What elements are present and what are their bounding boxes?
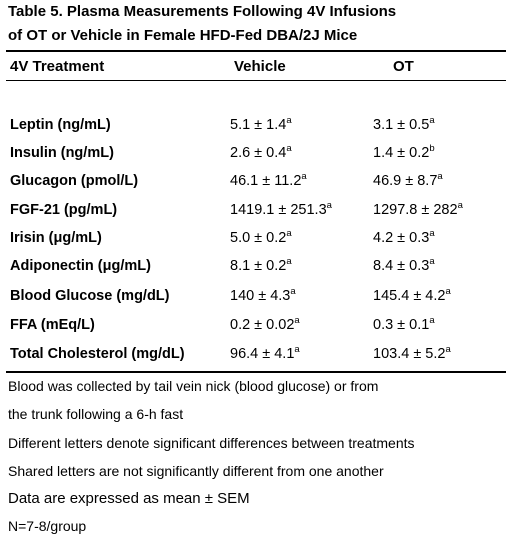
header-treatment: 4V Treatment — [10, 58, 105, 75]
table-row — [0, 256, 520, 278]
ot-value: 1.4 ± 0.2$^b$ — [373, 143, 435, 161]
ot-superscript: a — [445, 344, 451, 355]
vehicle-value: 8.1 ± 0.2$^a$ — [230, 256, 292, 274]
vehicle-value: 2.6 ± 0.4$^a$ — [230, 143, 292, 161]
row-label: Insulin (ng/mL) — [10, 145, 114, 161]
vehicle-value: 46.1 ± 11.2$^a$ — [230, 171, 307, 189]
vehicle-superscript: a — [326, 200, 332, 211]
table-row — [0, 171, 520, 193]
vehicle-superscript: a — [286, 143, 292, 154]
ot-superscript: b — [429, 143, 435, 154]
footnote: Different letters denote significant differences between treatments — [8, 435, 415, 451]
title-line-2: of OT or Vehicle in Female HFD-Fed DBA/2J Mice — [8, 27, 358, 44]
row-label: FGF-21 (pg/mL) — [10, 202, 118, 218]
footnote: Blood was collected by tail vein nick (blood glucose) or from — [8, 378, 379, 394]
vehicle-value: 5.0 ± 0.2$^a$ — [230, 228, 292, 246]
bottom-rule — [6, 371, 506, 373]
vehicle-value: 5.1 ± 1.4$^a$ — [230, 115, 292, 133]
ot-superscript: a — [429, 256, 435, 267]
ot-value: 46.9 ± 8.7$^a$ — [373, 171, 443, 189]
ot-value: 0.3 ± 0.1$^a$ — [373, 315, 435, 333]
footnote: the trunk following a 6-h fast — [8, 406, 184, 422]
ot-value: 103.4 ± 5.2$^a$ — [373, 344, 451, 362]
table-row — [0, 344, 520, 366]
row-label: Total Cholesterol (mg/dL) — [10, 346, 185, 362]
table-row — [0, 200, 520, 222]
footnote: Data are expressed as mean ± SEM — [8, 490, 250, 507]
vehicle-superscript: a — [286, 256, 292, 267]
ot-superscript: a — [445, 286, 451, 297]
top-rule — [6, 50, 506, 52]
title-line-1: Table 5. Plasma Measurements Following 4V Infusions — [8, 3, 397, 20]
ot-value: 3.1 ± 0.5$^a$ — [373, 115, 435, 133]
vehicle-superscript: a — [290, 286, 296, 297]
ot-superscript: a — [457, 200, 463, 211]
vehicle-value: 96.4 ± 4.1$^a$ — [230, 344, 300, 362]
vehicle-value: 1419.1 ± 251.3$^a$ — [230, 200, 332, 218]
ot-superscript: a — [429, 228, 435, 239]
table-row — [0, 286, 520, 308]
table-row — [0, 115, 520, 137]
footnote: N=7-8/group — [8, 518, 87, 534]
header-rule — [6, 80, 506, 81]
ot-value: 8.4 ± 0.3$^a$ — [373, 256, 435, 274]
header-ot: OT — [393, 58, 414, 75]
row-label: Leptin (ng/mL) — [10, 117, 111, 133]
row-label: FFA (mEq/L) — [10, 317, 95, 333]
ot-value: 4.2 ± 0.3$^a$ — [373, 228, 435, 246]
footnote: Shared letters are not significantly different from one another — [8, 463, 384, 479]
row-label: Blood Glucose (mg/dL) — [10, 288, 170, 304]
vehicle-superscript: a — [286, 115, 292, 126]
ot-superscript: a — [429, 115, 435, 126]
ot-superscript: a — [437, 171, 443, 182]
vehicle-value: 140 ± 4.3$^a$ — [230, 286, 296, 304]
vehicle-superscript: a — [294, 315, 300, 326]
vehicle-superscript: a — [286, 228, 292, 239]
table-row — [0, 228, 520, 250]
ot-value: 145.4 ± 4.2$^a$ — [373, 286, 451, 304]
ot-superscript: a — [429, 315, 435, 326]
table-row — [0, 143, 520, 165]
row-label: Adiponectin (μg/mL) — [10, 258, 151, 274]
row-label: Irisin (μg/mL) — [10, 230, 102, 246]
vehicle-superscript: a — [294, 344, 300, 355]
vehicle-value: 0.2 ± 0.02$^a$ — [230, 315, 300, 333]
ot-value: $1297.8 \pm 282^a$ — [373, 200, 463, 218]
row-label: Glucagon (pmol/L) — [10, 173, 139, 189]
vehicle-superscript: a — [301, 171, 307, 182]
table-row — [0, 315, 520, 337]
header-vehicle: Vehicle — [234, 58, 286, 75]
